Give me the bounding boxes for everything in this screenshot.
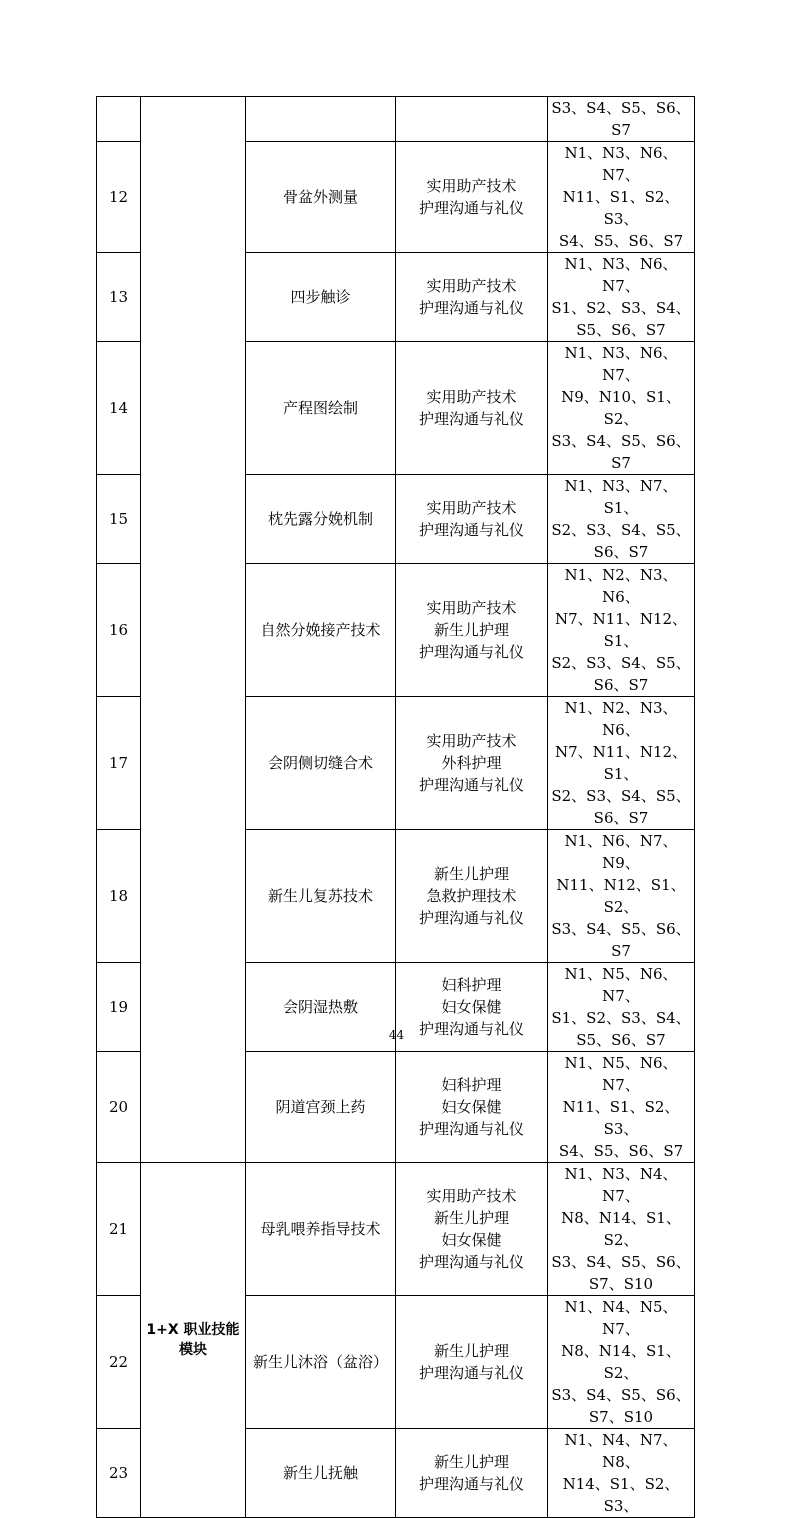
course-item: 实用助产技术 <box>426 499 517 517</box>
module-cell-a <box>141 97 246 1163</box>
course-item: 妇科护理 <box>441 976 502 994</box>
code-line: S2、S3、S4、S5、 <box>551 521 691 539</box>
course-item: 实用助产技术 <box>426 599 517 617</box>
table-row <box>97 1163 695 1296</box>
code-line: N11、S1、S2、S3、 <box>562 188 680 228</box>
skill-name <box>246 97 396 142</box>
code-line: S4、S5、S6、S7 <box>558 232 684 250</box>
course-item: 新生儿护理 <box>433 1342 509 1360</box>
code-line: N1、N3、N7、S1、 <box>564 477 678 517</box>
code-line: S5、S6、S7 <box>576 1031 666 1049</box>
row-number: 18 <box>97 830 141 963</box>
course-list <box>396 253 548 342</box>
row-number: 23 <box>97 1429 141 1518</box>
skill-name: 新生儿抚触 <box>246 1429 396 1518</box>
code-line: S4、S5、S6、S7 <box>558 1142 684 1160</box>
course-list <box>396 564 548 697</box>
row-number: 16 <box>97 564 141 697</box>
course-item: 护理沟通与礼仪 <box>418 909 524 927</box>
skills-table-body <box>97 97 695 1518</box>
code-line: S1、S2、S3、S4、 <box>551 299 691 317</box>
course-item: 护理沟通与礼仪 <box>418 521 524 539</box>
code-line: S5、S6、S7 <box>576 321 666 339</box>
code-line: S7、S10 <box>588 1275 654 1293</box>
code-line: N1、N4、N5、N7、 <box>564 1298 678 1338</box>
course-item: 护理沟通与礼仪 <box>418 1020 524 1038</box>
row-number: 15 <box>97 475 141 564</box>
competency-codes <box>548 475 695 564</box>
code-line: N1、N3、N4、N7、 <box>564 1165 678 1205</box>
skill-name: 骨盆外测量 <box>246 142 396 253</box>
code-line: N11、S1、S2、S3、 <box>562 1098 680 1138</box>
course-list <box>396 342 548 475</box>
course-list <box>396 830 548 963</box>
course-item: 实用助产技术 <box>426 277 517 295</box>
skills-table <box>96 96 695 1518</box>
course-item: 护理沟通与礼仪 <box>418 199 524 217</box>
competency-codes <box>548 253 695 342</box>
course-item: 实用助产技术 <box>426 1187 517 1205</box>
skill-name: 新生儿沐浴（盆浴） <box>246 1296 396 1429</box>
page-number: 44 <box>388 1028 405 1042</box>
row-number: 19 <box>97 963 141 1052</box>
table-row <box>97 97 695 142</box>
code-line: N14、S1、S2、S3、 <box>562 1475 680 1515</box>
skill-name: 四步触诊 <box>246 253 396 342</box>
course-item: 新生儿护理 <box>433 865 509 883</box>
code-line: S3、S4、S5、S6、 <box>551 920 691 938</box>
course-item: 实用助产技术 <box>426 177 517 195</box>
course-item: 护理沟通与礼仪 <box>418 1120 524 1138</box>
competency-codes <box>548 564 695 697</box>
skill-name: 新生儿复苏技术 <box>246 830 396 963</box>
course-item: 实用助产技术 <box>426 732 517 750</box>
course-list <box>396 1429 548 1518</box>
skill-name: 会阴湿热敷 <box>246 963 396 1052</box>
code-line: S3、S4、S5、S6、 <box>551 1386 691 1404</box>
course-list <box>396 475 548 564</box>
course-item: 急救护理技术 <box>426 887 517 905</box>
course-list <box>396 1296 548 1429</box>
course-list <box>396 97 548 142</box>
code-line: S6、S7 <box>593 676 649 694</box>
code-line: N7、N11、N12、S1、 <box>554 610 688 650</box>
skill-name: 自然分娩接产技术 <box>246 564 396 697</box>
row-number: 20 <box>97 1052 141 1163</box>
code-line: S3、S4、S5、S6、 <box>551 1253 691 1271</box>
code-line: N11、N12、S1、S2、 <box>556 876 686 916</box>
skill-name: 枕先露分娩机制 <box>246 475 396 564</box>
course-item: 护理沟通与礼仪 <box>418 1475 524 1493</box>
row-number: 22 <box>97 1296 141 1429</box>
course-item: 妇女保健 <box>441 1098 502 1116</box>
competency-codes <box>548 1052 695 1163</box>
skill-name: 阴道宫颈上药 <box>246 1052 396 1163</box>
code-line: S2、S3、S4、S5、 <box>551 787 691 805</box>
course-list <box>396 142 548 253</box>
course-list <box>396 697 548 830</box>
code-line: N1、N6、N7、N9、 <box>564 832 678 872</box>
code-line: S7 <box>611 454 631 472</box>
course-item: 新生儿护理 <box>433 621 509 639</box>
competency-codes <box>548 142 695 253</box>
row-number: 12 <box>97 142 141 253</box>
code-line: S6、S7 <box>593 543 649 561</box>
code-line: S2、S3、S4、S5、 <box>551 654 691 672</box>
competency-codes <box>548 97 695 142</box>
code-line: S1、S2、S3、S4、 <box>551 1009 691 1027</box>
code-line: S7 <box>611 942 631 960</box>
code-line: N1、N5、N6、N7、 <box>564 965 678 1005</box>
code-line: N7、N11、N12、S1、 <box>554 743 688 783</box>
competency-codes <box>548 830 695 963</box>
course-item: 新生儿护理 <box>433 1209 509 1227</box>
course-item: 护理沟通与礼仪 <box>418 1364 524 1382</box>
code-line: N1、N3、N6、N7、 <box>564 144 678 184</box>
code-line: N1、N3、N6、N7、 <box>564 255 678 295</box>
course-item: 护理沟通与礼仪 <box>418 643 524 661</box>
code-line: N1、N2、N3、N6、 <box>564 566 678 606</box>
course-item: 护理沟通与礼仪 <box>418 776 524 794</box>
course-item: 护理沟通与礼仪 <box>418 410 524 428</box>
code-line: S6、S7 <box>593 809 649 827</box>
course-item: 妇女保健 <box>441 1231 502 1249</box>
competency-codes <box>548 1429 695 1518</box>
skill-name: 会阴侧切缝合术 <box>246 697 396 830</box>
code-line: S7 <box>611 121 631 139</box>
code-line: N8、N14、S1、S2、 <box>561 1342 681 1382</box>
code-line: N1、N2、N3、N6、 <box>564 699 678 739</box>
row-number: 13 <box>97 253 141 342</box>
course-item: 妇科护理 <box>441 1076 502 1094</box>
code-line: N1、N4、N7、N8、 <box>564 1431 678 1471</box>
course-item: 妇女保健 <box>441 998 502 1016</box>
skill-name: 母乳喂养指导技术 <box>246 1163 396 1296</box>
code-line: N1、N5、N6、N7、 <box>564 1054 678 1094</box>
skill-name: 产程图绘制 <box>246 342 396 475</box>
course-item: 新生儿护理 <box>433 1453 509 1471</box>
code-line: S3、S4、S5、S6、 <box>551 432 691 450</box>
row-number: 17 <box>97 697 141 830</box>
code-line: S7、S10 <box>588 1408 654 1426</box>
code-line: N8、N14、S1、S2、 <box>561 1209 681 1249</box>
module-cell-b: 1+X 职业技能模块 <box>141 1163 246 1518</box>
course-list <box>396 1163 548 1296</box>
course-item: 外科护理 <box>441 754 502 772</box>
code-line: N9、N10、S1、S2、 <box>561 388 681 428</box>
course-list <box>396 1052 548 1163</box>
competency-codes <box>548 1163 695 1296</box>
competency-codes <box>548 697 695 830</box>
course-item: 实用助产技术 <box>426 388 517 406</box>
row-number: 14 <box>97 342 141 475</box>
row-number <box>97 97 141 142</box>
course-item: 护理沟通与礼仪 <box>418 299 524 317</box>
competency-codes <box>548 1296 695 1429</box>
course-item: 护理沟通与礼仪 <box>418 1253 524 1271</box>
competency-codes <box>548 342 695 475</box>
code-line: N1、N3、N6、N7、 <box>564 344 678 384</box>
code-line: S3、S4、S5、S6、 <box>551 99 691 117</box>
row-number: 21 <box>97 1163 141 1296</box>
